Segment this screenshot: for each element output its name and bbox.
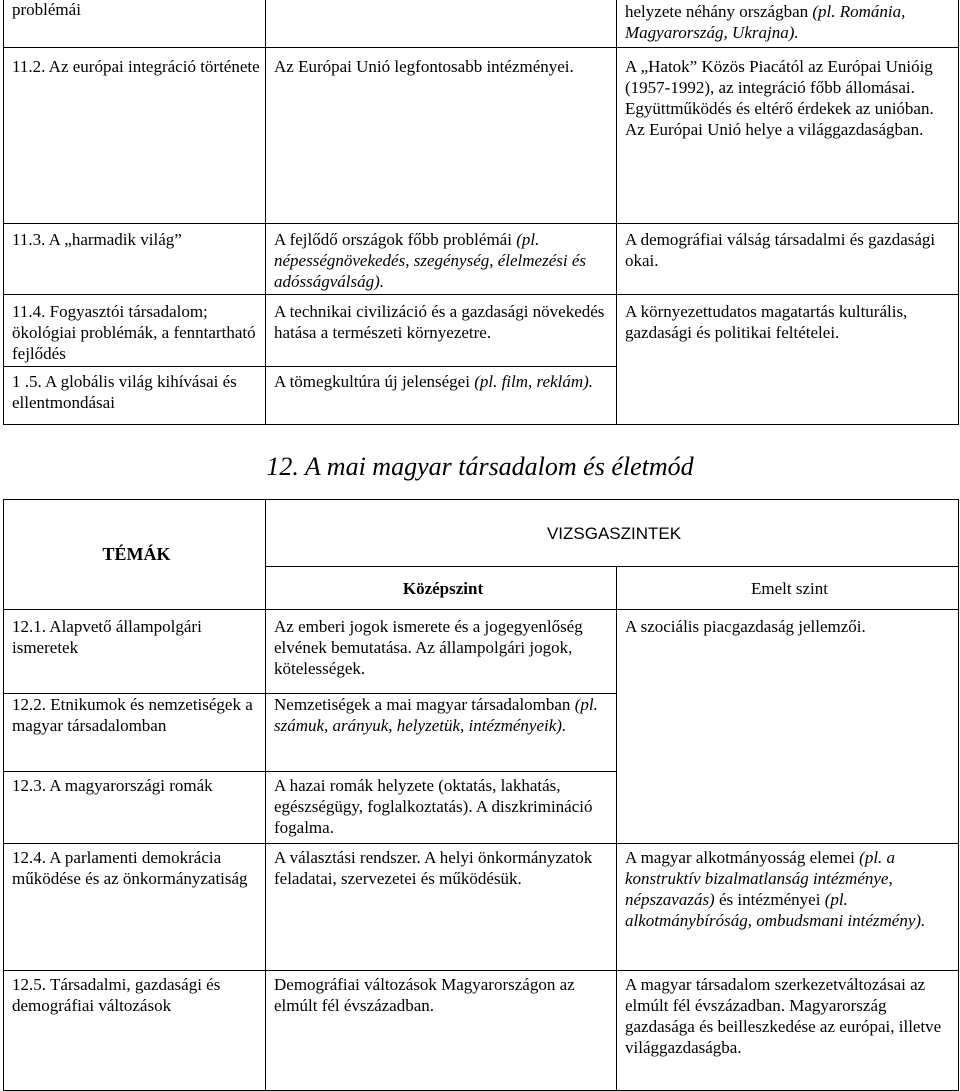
topic-text: 1 .5. A globális világ kihívásai és ellentmondásai xyxy=(12,372,237,412)
curriculum-table-11 xyxy=(3,0,959,425)
kozep-cell xyxy=(266,694,617,772)
table-row xyxy=(4,224,959,295)
topic-cell xyxy=(4,295,266,367)
topic-cell xyxy=(4,610,266,694)
kozep-cell xyxy=(266,971,617,1091)
kozep-text: Nemzetiségek a mai magyar társadalomban xyxy=(274,695,575,714)
emelt-text-italic: (pl. alkotmánybíróság, ombudsmani intézmény). xyxy=(625,890,926,930)
topic-text: 11.2. Az európai integráció története xyxy=(12,57,260,76)
header-kozepszint: Középszint xyxy=(266,567,617,610)
curriculum-table-12 xyxy=(3,499,959,1091)
emelt-text-italic: (pl. a konstruktív bizalmatlanság intézménye, népszavazás) xyxy=(625,848,896,909)
kozep-cell xyxy=(266,224,617,295)
kozep-text: Az Európai Unió legfontosabb intézményei. xyxy=(274,57,574,76)
kozep-cell xyxy=(266,295,617,367)
section-title: 12. A mai magyar társadalom és életmód xyxy=(266,452,694,481)
topic-text: 12.5. Társadalmi, gazdasági és demográfiai változások xyxy=(12,975,221,1015)
table-row xyxy=(4,295,959,367)
emelt-text: A demográfiai válság társadalmi és gazdasági okai. xyxy=(625,230,936,270)
kozep-text: A fejlődő országok főbb problémái xyxy=(274,230,517,249)
kozep-cell xyxy=(266,844,617,971)
kozep-text-italic: (pl. film, reklám). xyxy=(474,372,594,391)
table-row xyxy=(4,971,959,1091)
kozep-text: A tömegkultúra új jelenségei xyxy=(274,372,475,391)
emelt-text: A szociális piacgazdaság jellemzői. xyxy=(625,617,866,636)
kozep-text: A hazai romák helyzete (oktatás, lakhatás, egészségügy, foglalkoztatás). A diszkrimináció fogalma. xyxy=(274,776,593,837)
topic-text: 12.1. Alapvető állampolgári ismeretek xyxy=(12,617,202,657)
header-temak: TÉMÁK xyxy=(4,500,266,610)
kozep-cell xyxy=(266,367,617,425)
topic-cell xyxy=(4,694,266,772)
emelt-text-italic: (pl. Románia, Magyarország, Ukrajna). xyxy=(625,2,906,42)
topic-text: 12.4. A parlamenti demokrácia működése és az önkormányzatiság xyxy=(12,848,248,888)
emelt-cell xyxy=(617,610,959,844)
emelt-cell xyxy=(617,295,959,425)
emelt-cell xyxy=(617,0,959,48)
topic-text: 11.4. Fogyasztói társadalom; ökológiai problémák, a fenntartható fejlődés xyxy=(12,302,256,363)
emelt-cell xyxy=(617,844,959,971)
table-row xyxy=(4,610,959,694)
emelt-cell xyxy=(617,971,959,1091)
topic-text: 12.2. Etnikumok és nemzetiségek a magyar társadalomban xyxy=(12,695,253,735)
kozep-text: Az emberi jogok ismerete és a jogegyenlőség elvének bemutatása. Az állampolgári jogok, kötelességek. xyxy=(274,617,583,678)
topic-text: 11.3. A „harmadik világ” xyxy=(12,230,182,249)
emelt-text: helyzete néhány országban xyxy=(625,2,813,21)
emelt-cell xyxy=(617,224,959,295)
emelt-cell xyxy=(617,48,959,224)
table-row xyxy=(4,844,959,971)
kozep-cell xyxy=(266,772,617,844)
emelt-text: A „Hatok” Közös Piacától az Európai Unióig (1957-1992), az integráció főbb állomásai. Együttműködés és eltérő érdekek az unióban. Az Európai Unió helye a világgazdaságban. xyxy=(625,57,934,139)
header-row xyxy=(4,500,959,567)
kozep-cell xyxy=(266,48,617,224)
kozep-text: A technikai civilizáció és a gazdasági növekedés hatása a természeti környezetre. xyxy=(274,302,605,342)
kozep-cell xyxy=(266,0,617,48)
emelt-text: A környezettudatos magatartás kulturális, gazdasági és politikai feltételei. xyxy=(625,302,908,342)
table-row xyxy=(4,48,959,224)
topic-cell xyxy=(4,772,266,844)
kozep-text: A választási rendszer. A helyi önkormányzatok feladatai, szervezetei és működésük. xyxy=(274,848,593,888)
emelt-text: A magyar alkotmányosság elemei xyxy=(625,848,860,867)
kozep-cell xyxy=(266,610,617,694)
topic-text: problémái xyxy=(12,0,81,19)
kozep-text-italic: (pl. népességnövekedés, szegénység, élelmezési és adósságválság). xyxy=(274,230,587,291)
emelt-text: A magyar társadalom szerkezetváltozásai az elmúlt fél évszázadban. Magyarország gazdasága és beilleszkedése az európai, illetve világgazdaságba. xyxy=(625,975,942,1057)
topic-cell xyxy=(4,48,266,224)
topic-cell xyxy=(4,844,266,971)
topic-cell xyxy=(4,0,266,48)
table-row xyxy=(4,0,959,48)
header-vizsgaszintek: VIZSGASZINTEK xyxy=(266,500,959,567)
kozep-text-italic: (pl. számuk, arányuk, helyzetük, intézményeik). xyxy=(274,695,598,735)
header-emelt-szint: Emelt szint xyxy=(617,567,959,610)
emelt-text: és intézményei xyxy=(714,890,825,909)
topic-text: 12.3. A magyarországi romák xyxy=(12,776,213,795)
topic-cell xyxy=(4,367,266,425)
kozep-text: Demográfiai változások Magyarországon az elmúlt fél évszázadban. xyxy=(274,975,575,1015)
topic-cell xyxy=(4,224,266,295)
topic-cell xyxy=(4,971,266,1091)
